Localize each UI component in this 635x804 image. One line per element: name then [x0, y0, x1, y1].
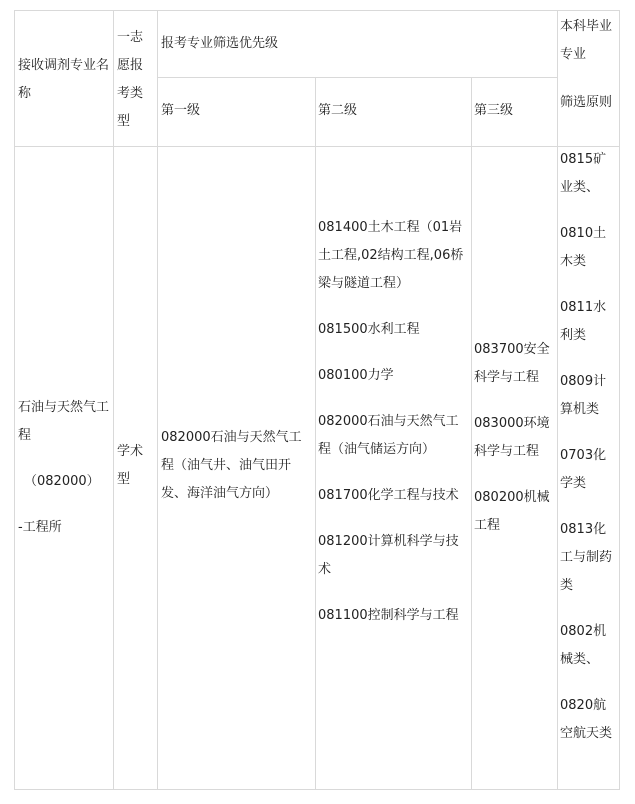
header-level1: 第一级: [161, 103, 201, 118]
level1-major: 082000石油与天然气工程（油气井、油气田开发、海洋油气方向）: [161, 430, 302, 501]
undergrad-item: 0813化工与制药类: [560, 522, 613, 593]
level2-item: 081500水利工程: [318, 322, 420, 337]
level2-item: 081400土木工程（01岩土工程,02结构工程,06桥梁与隧道工程）: [318, 220, 464, 291]
level2-item: 081700化学工程与技术: [318, 488, 459, 503]
undergrad-item: 0703化学类: [560, 448, 607, 491]
header-exam-type: 一志愿报考类型: [117, 30, 144, 129]
level2-cell: [318, 214, 468, 630]
major-dept: -工程所: [18, 520, 62, 535]
level2-item: 080100力学: [318, 368, 394, 383]
level2-item: 082000石油与天然气工程（油气储运方向）: [318, 414, 459, 457]
undergrad-item: 0810土木类: [560, 226, 607, 269]
header-major-name: 接收调剂专业名称: [18, 58, 110, 101]
level1-cell: [161, 424, 314, 508]
header-level3: 第三级: [474, 103, 514, 118]
header-undergrad-bottom: 筛选原则: [560, 95, 613, 110]
major-name-cell: [18, 394, 112, 542]
header-level2: 第二级: [318, 103, 358, 118]
level3-item: 083000环境科学与工程: [474, 416, 550, 459]
header-undergrad-top: 本科毕业专业: [560, 19, 613, 62]
level3-item: 080200机械工程: [474, 490, 550, 533]
major-name: 石油与天然气工程: [18, 400, 110, 443]
level2-item: 081200计算机科学与技术: [318, 534, 459, 577]
level3-cell: [474, 336, 554, 540]
exam-type-cell: [117, 438, 153, 494]
undergrad-item: 0809计算机类: [560, 374, 607, 417]
major-code: （082000）: [24, 474, 100, 489]
undergrad-item: 0815矿业类、: [560, 152, 607, 195]
undergrad-item: 0811水利类: [560, 300, 607, 343]
level2-item: 081100控制科学与工程: [318, 608, 459, 623]
exam-type: 学术型: [117, 444, 144, 487]
undergrad-item: 0802机械类、: [560, 624, 607, 667]
header-priority: 报考专业筛选优先级: [161, 36, 279, 51]
level3-item: 083700安全科学与工程: [474, 342, 550, 385]
undergrad-cell: [560, 146, 618, 748]
undergrad-item: 0820航空航天类: [560, 698, 613, 741]
